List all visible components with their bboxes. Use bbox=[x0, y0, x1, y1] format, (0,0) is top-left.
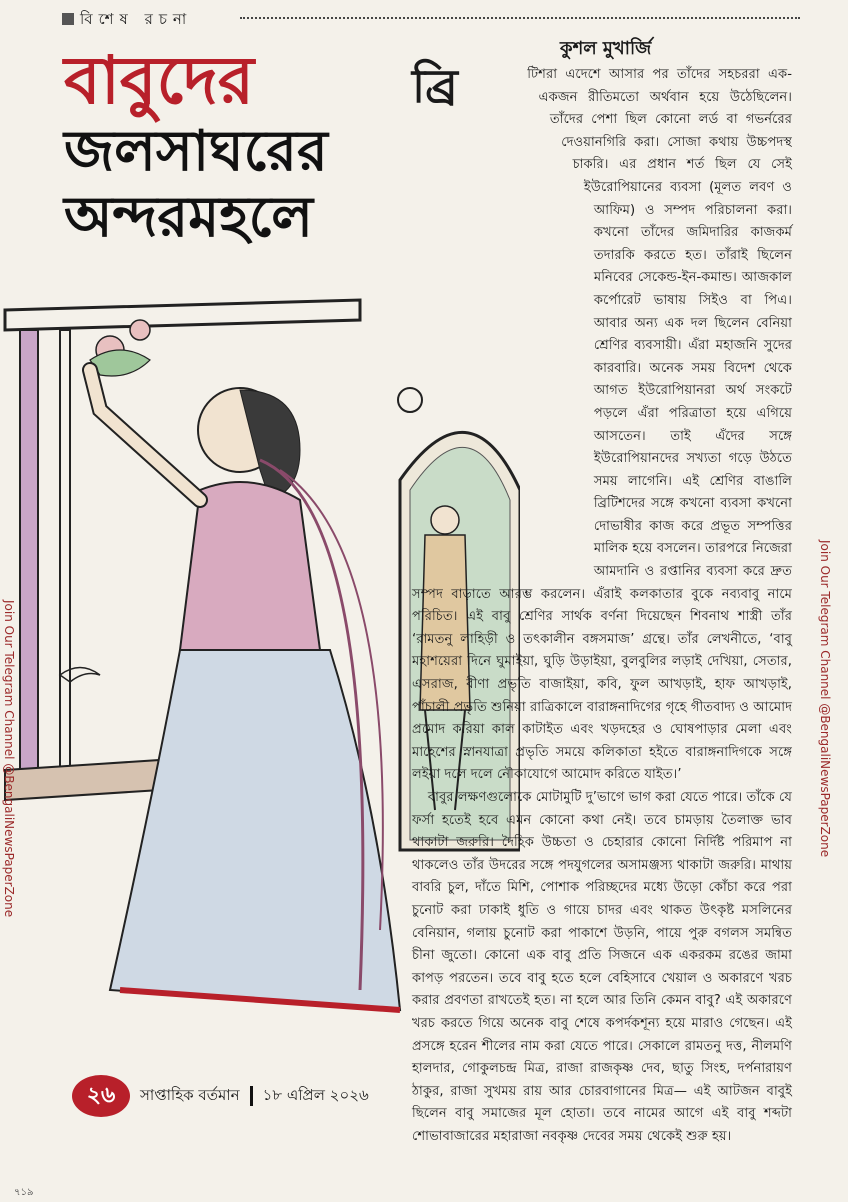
title-line-1: বাবুদের bbox=[64, 42, 255, 119]
article-paragraph-1: ব্রি টিশরা এদেশে আসার পর তাঁদের সহচররা এক-একজন রীতিমতো অর্থবান হয়ে উঠেছিলেন। তাঁদের পেশা ছিল কোনো লর্ড বা গভর্নরের দেওয়ানগিরি করা। সোজা কথায় উচ্চপদস্থ চাকরি। এর প্রধান শর্ত ছিল যে সেই ইউরোপিয়ানের ব্যবসা (মূলত লবণ ও আফিম) ও সম্পদ পরিচালনা করা। কখনো তাঁদের জমিদারির কাজকর্ম তদারকি করতে হত। তাঁরাই ছিলেন মনিবের সেকেন্ড-ইন-কমান্ড। আজকাল কর্পোরেট ভাষায় সিইও বা পিএ। আবার অন্য এক দল ছিলেন বেনিয়া শ্রেণির ব্যবসায়ী। এঁরা মহাজনি সুদের কারবারি। অনেক সময় বিদেশ থেকে আগত ইউরোপিয়ানরা অর্থ সংকটে পড়লে এঁরা পরিত্রাতা হয়ে এগিয়ে আসতেন। তাই এঁদের সঙ্গে ইউরোপিয়ানদের সখ্যতা গড়ে উঠতে সময় লাগেনি। এই শ্রেণির বাঙালি ব্রিটিশদের সঙ্গে কখনো ব্যবসা কখনো দোভাষীর কাজ করে প্রভূত সম্পত্তির মালিক হয়ে বসলেন। তারপরে নিজেরা আমদানি ও রপ্তানির ব্যবসা করে দ্রুত সম্পদ বাড়াতে আরম্ভ করলেন। এঁরাই কলকাতার বুকে নব্যবাবু নামে পরিচিত। এই বাবু শ্রেণির সার্থক বর্ণনা দিয়েছেন শিবনাথ শাস্ত্রী তাঁর ‘রামতনু লাহিড়ী ও তৎকালীন বঙ্গসমাজ’ গ্রন্থে। তাঁর লেখনীতে, ‘বাবু মহাশয়েরা দিনে ঘুমাইয়া, ঘুড়ি উড়াইয়া, বুলবুলির লড়াই দেখিয়া, সেতার, এসরাজ, বীণা প্রভৃতি বাজাইয়া, কবি, ফুল আখড়াই, হাফ আখড়াই, পাঁচালী প্রভৃতি শুনিয়া রাত্রিকালে বারাঙ্গনাদিগের গৃহে গীতবাদ্য ও আমোদ প্রমোদ করিয়া কাল কাটাইত এবং খড়দহের ও ঘোষপাড়ার মেলা এবং মাহেশের স্নানযাত্রা প্রভৃতি সময়ে কলিকাতা হইতে বারাঙ্গনাদিগকে সঙ্গে লইয়া দলে দলে নৌকাযোগে আমোদ করিতে যাইত।’ bbox=[412, 59, 792, 783]
dotted-rule bbox=[240, 17, 800, 19]
telegram-side-text-left: Join Our Telegram Channel @BengaliNewsPaperZone bbox=[2, 600, 16, 918]
publication-name: সাপ্তাহিক বর্তমান bbox=[140, 1085, 240, 1104]
dropcap: ব্রি bbox=[412, 59, 458, 113]
article-title bbox=[64, 42, 404, 250]
section-square-icon bbox=[62, 13, 74, 25]
corner-mark: ৭১৯ bbox=[14, 1187, 34, 1198]
footer-divider bbox=[250, 1086, 253, 1106]
page-footer bbox=[72, 1075, 369, 1117]
article-paragraph-2: বাবুর লক্ষণগুলোকে মোটামুটি দু’ভাগে ভাগ করা যেতে পারে। তাঁকে যে ফর্সা হতেই হবে এমন কোনো কথা নেই। তবে চামড়ায় তৈলাক্ত ভাব থাকাটা জরুরি। দৈহিক উচ্চতা ও চেহারার কোনো নির্দিষ্ট পরিমাপ না থাকলেও তাঁর উদরের সঙ্গে পদযুগলের অসামঞ্জস্য থাকাটা জরুরি। মাথায় বাবরি চুল, দাঁতে মিশি, পোশাক পরিচ্ছদের মধ্যে উড়ো কোঁচা করে পরা চুনোট করা ঢাকাই ধুতি ও গায়ে চাদর এবং থাকত উৎকৃষ্ট মসলিনের বেনিয়ান, গলায় চুনোট করা পাকাশে উড়নি, পায়ে পুরু বগলস সমন্বিত চীনা জুতো। কোনো এক বাবু প্রতি সিজনে এক একরকম রঙের জামা কাপড় পরতেন। তবে বাবু হতে হলে বেহিসাবে খেয়াল ও অকারণে খরচ করার প্রবণতা রাখতেই হত। না হলে আর তিনি কেমন বাবু? এই অকারণে খরচ করতে গিয়ে অনেক বাবু শেষে কপর্দকশূন্য হয়ে মারাও গেছেন। এই প্রসঙ্গে হরেন শীলের নাম করা যেতে পারে। সেকালে রামতনু দত্ত, নীলমণি হালদার, গোকুলচন্দ্র মিত্র, রাজা রাজকৃষ্ণ দেব, ছাতু সিংহ, দর্পনারায়ণ ঠাকুর, রাজা সুখময় রায় আর চোরবাগানের মিত্র— এই আটজন বাবুই ছিলেন বাবু সমাজের মূল হোতা। তবে নামের আগে এই বাবু শব্দটা শোভাবাজারের মহারাজা নবকৃষ্ণ দেবের সময় থেকেই শুরু হয়। bbox=[412, 790, 792, 1144]
telegram-side-text-right: Join Our Telegram Channel @BengaliNewsPaperZone bbox=[818, 540, 832, 858]
title-line-2: জলসাঘরের bbox=[64, 119, 328, 184]
issue-date: ১৮ এপ্রিল ২০২৬ bbox=[262, 1085, 369, 1104]
page-number-badge: ২৬ bbox=[72, 1075, 130, 1117]
article-body bbox=[412, 59, 792, 1149]
author-byline: কুশল মুখার্জি bbox=[560, 38, 652, 59]
section-label: বিশেষ রচনা bbox=[62, 8, 192, 33]
title-line-3: অন্দরমহলে bbox=[64, 185, 313, 250]
